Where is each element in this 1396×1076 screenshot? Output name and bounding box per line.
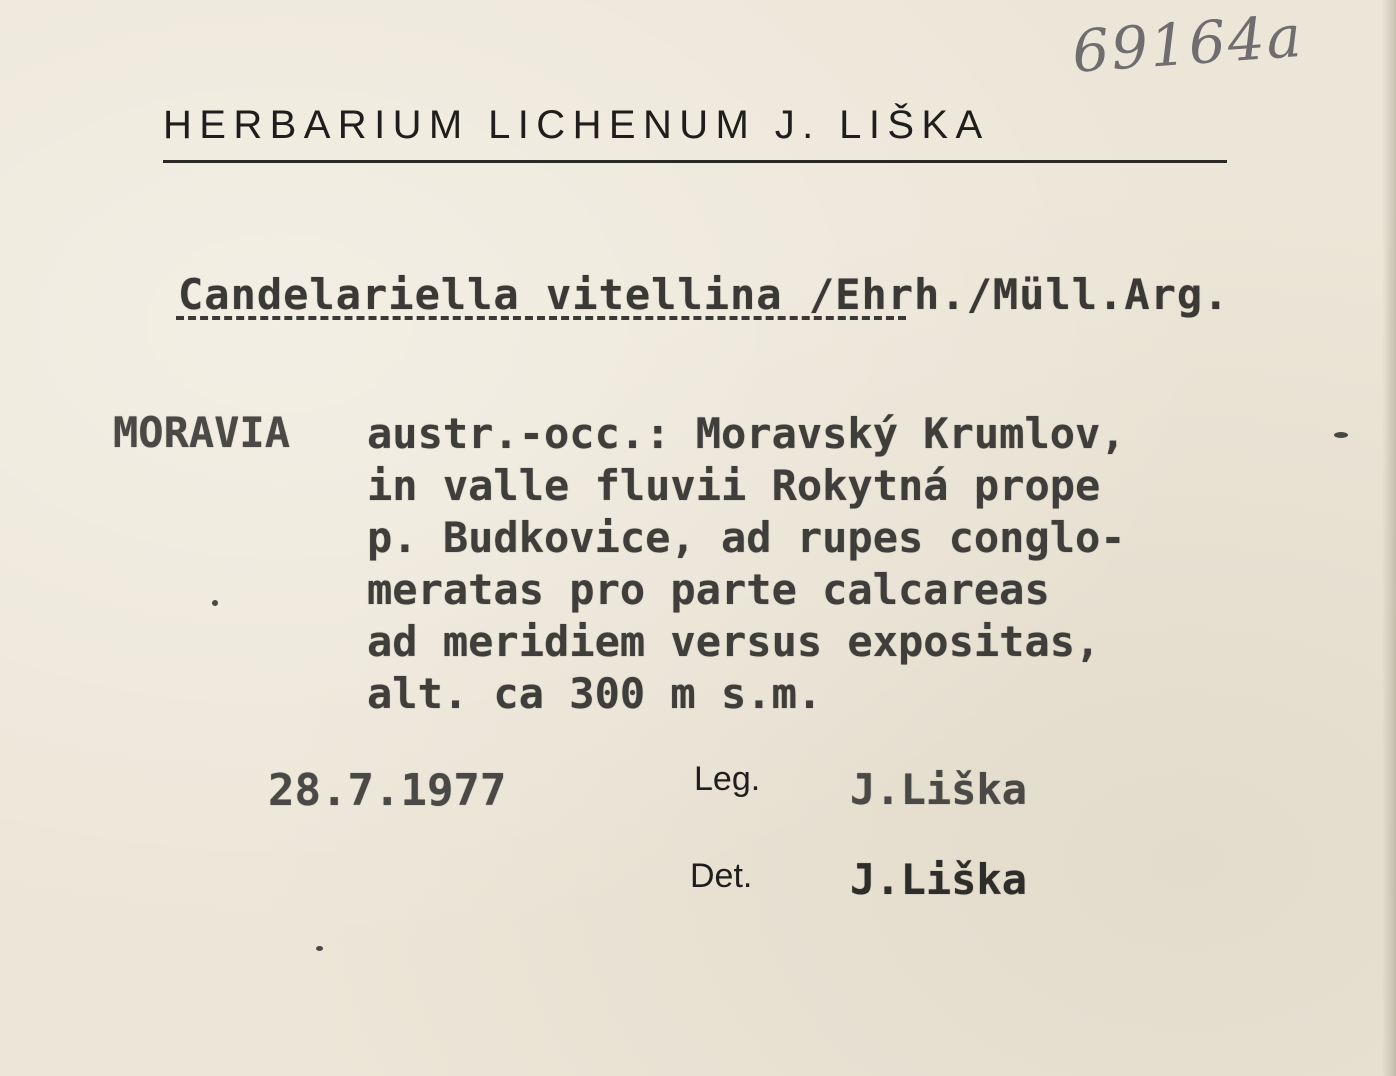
taxon-underline — [176, 316, 906, 320]
det-label: Det. — [690, 857, 753, 895]
taxon-line — [178, 270, 1229, 319]
locality-line: meratas pro parte calcareas — [367, 565, 1050, 614]
ink-speck — [1334, 432, 1348, 438]
locality-line: austr.-occ.: Moravský Krumlov, — [367, 409, 1126, 458]
header-rule — [163, 160, 1227, 163]
ink-speck — [316, 946, 323, 951]
herbarium-header: HERBARIUM LICHENUM J. LIŠKA — [163, 103, 990, 147]
locality-line: p. Budkovice, ad rupes conglo- — [367, 513, 1126, 562]
locality-text — [367, 408, 1126, 720]
ink-speck — [212, 600, 218, 606]
determiner-name: J.Liška — [850, 855, 1028, 904]
locality-region: MORAVIA — [113, 408, 291, 457]
leg-label: Leg. — [694, 760, 761, 798]
locality-line: in valle fluvii Rokytná prope — [367, 461, 1101, 510]
locality-line: alt. ca 300 m s.m. — [367, 669, 823, 718]
locality-line: ad meridiem versus expositas, — [367, 617, 1101, 666]
taxon-name: Candelariella vitellina — [178, 270, 783, 319]
collection-date: 28.7.1977 — [268, 765, 507, 816]
collector-name: J.Liška — [850, 765, 1028, 814]
accession-number: 69164a — [1070, 1, 1306, 86]
label-edge-shadow — [1382, 0, 1396, 1076]
taxon-authority: /Ehrh./Müll.Arg. — [808, 270, 1230, 319]
